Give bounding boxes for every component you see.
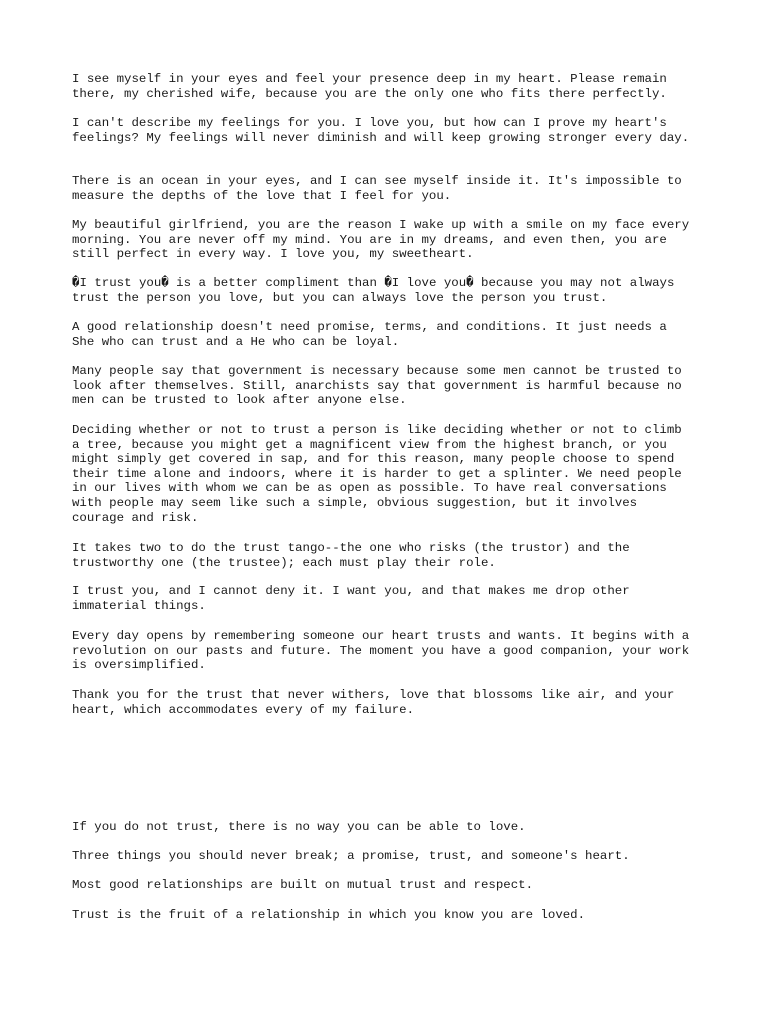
paragraph-5: �I trust you� is a better compliment than �I love you� because you may not always trust the person you love, but you can always love the person you trust. — [72, 276, 675, 305]
paragraph-7: Many people say that government is necessary because some men cannot be trusted to look after themselves. Still, anarchists say that government is harmful because no men can be trusted to look after anyone else. — [72, 364, 682, 408]
paragraph-2: I can't describe my feelings for you. I love you, but how can I prove my heart's feelings? My feelings will never diminish and will keep growing stronger every day. — [72, 116, 690, 145]
paragraph-9: It takes two to do the trust tango--the one who risks (the trustor) and the trustworthy one (the trustee); each must play their role. — [72, 541, 630, 570]
paragraph-12: Thank you for the trust that never withers, love that blossoms like air, and your heart, which accommodates every of my failure. — [72, 688, 675, 717]
paragraph-11: Every day opens by remembering someone our heart trusts and wants. It begins with a revolution on our pasts and future. The moment you have a good companion, your work is oversimplified. — [72, 629, 690, 673]
paragraph-13: If you do not trust, there is no way you can be able to love. — [72, 820, 526, 834]
paragraph-14: Three things you should never break; a promise, trust, and someone's heart. — [72, 849, 630, 863]
paragraph-4: My beautiful girlfriend, you are the reason I wake up with a smile on my face every morning. You are never off my mind. You are in my dreams, and even then, you are still perfect in every way. I love you, my sweetheart. — [72, 218, 690, 262]
paragraph-1: I see myself in your eyes and feel your presence deep in my heart. Please remain there, my cherished wife, because you are the only one who fits there perfectly. — [72, 72, 667, 101]
paragraph-10: I trust you, and I cannot deny it. I want you, and that makes me drop other immaterial things. — [72, 584, 630, 613]
paragraph-15: Most good relationships are built on mutual trust and respect. — [72, 878, 534, 892]
paragraph-16: Trust is the fruit of a relationship in which you know you are loved. — [72, 908, 586, 922]
paragraph-8: Deciding whether or not to trust a person is like deciding whether or not to climb a tree, because you might get a magnificent view from the highest branch, or you might simply get covered in sap, and for this reason, many people choose to spend their time alone and indoors, where it is harder to get a splinter. We need people in our lives with whom we can be as open as possible. To have real conversations with people may seem like such a simple, obvious suggestion, but it involves courage and risk. — [72, 423, 682, 525]
paragraph-6: A good relationship doesn't need promise, terms, and conditions. It just needs a She who can trust and a He who can be loyal. — [72, 320, 667, 349]
paragraph-3: There is an ocean in your eyes, and I can see myself inside it. It's impossible to measure the depths of the love that I feel for you. — [72, 174, 682, 203]
